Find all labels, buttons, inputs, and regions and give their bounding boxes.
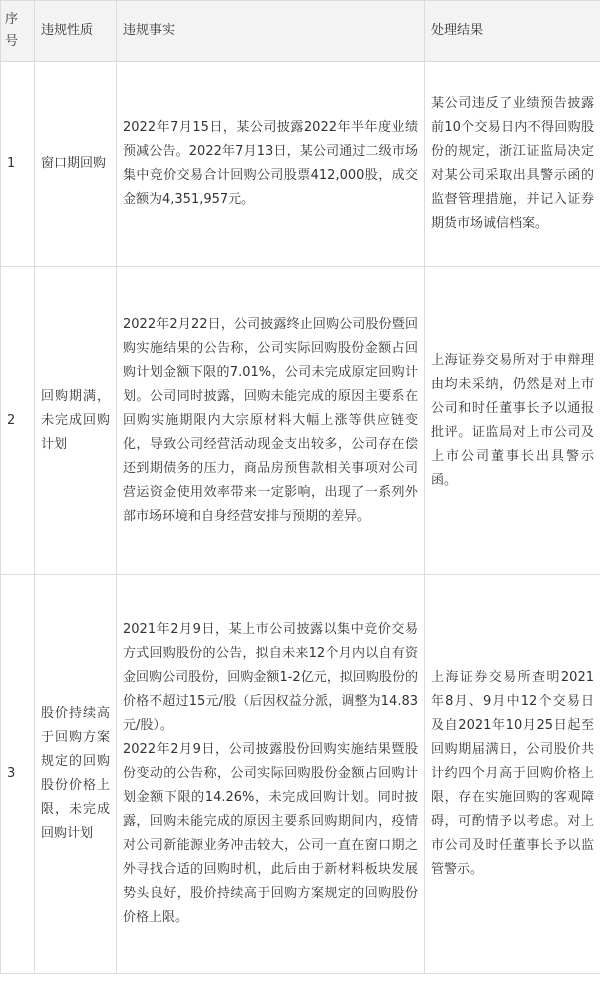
row-result: 上海证券交易所对于申辩理由均未采纳，仍然是对上市公司和时任董事长予以通报批评。证监局对上市公司及上市公司董事长出具警示函。 <box>425 267 600 575</box>
fact-paragraph: 2021年2月9日，某上市公司披露以集中竞价交易方式回购股份的公告，拟自未来12个月内以自有资金回购公司股份，回购金额1-2亿元，拟回购股份的价格不超过15元/股（后因权益分派，调整为14.83元/股）。 <box>123 622 418 733</box>
fact-paragraph: 2022年2月22日，公司披露终止回购公司股份暨回购实施结果的公告称，公司实际回购股份金额占回购计划金额下限的7.01%，公司未完成原定回购计划。公司同时披露，回购未能完成的原因主要系在回购实施期限内大宗原材料大幅上涨等供应链变化，导致公司经营活动现金支出较多，公司存在偿还到期债务的压力，商品房预售款相关事项对公司营运资金使用效率带来一定影响，出现了一系列外部市场环境和自身经营安排与预期的差异。 <box>123 316 418 524</box>
table-header-row <box>1 1 600 62</box>
header-result: 处理结果 <box>425 1 600 62</box>
row-index: 2 <box>1 267 35 575</box>
row-type: 股价持续高于回购方案规定的回购股份价格上限，未完成回购计划 <box>35 575 117 974</box>
table-row <box>1 267 600 575</box>
fact-paragraph: 2022年2月9日，公司披露股份回购实施结果暨股份变动的公告称，公司实际回购股份金额占回购计划金额下限的14.26%，未完成回购计划。同时披露，回购未能完成的原因主要系回购期间内，疫情对公司新能源业务冲击较大，公司一直在窗口期之外寻找合适的回购时机，此后由于新材料板块发展势头良好，股价持续高于回购方案规定的回购股份价格上限。 <box>123 742 418 925</box>
header-type: 违规性质 <box>35 1 117 62</box>
row-type: 回购期满，未完成回购计划 <box>35 267 117 575</box>
row-fact <box>117 62 425 267</box>
row-result: 上海证券交易所查明2021年8月、9月中12个交易日及自2021年10月25日起至回购期届满日，公司股价共计约四个月高于回购价格上限，存在实施回购的客观障碍，可酌情予以考虑。对上市公司及时任董事长予以监管警示。 <box>425 575 600 974</box>
header-fact: 违规事实 <box>117 1 425 62</box>
row-index: 1 <box>1 62 35 267</box>
table-row <box>1 575 600 974</box>
row-fact <box>117 267 425 575</box>
table-row <box>1 62 600 267</box>
row-index: 3 <box>1 575 35 974</box>
row-fact <box>117 575 425 974</box>
row-type: 窗口期回购 <box>35 62 117 267</box>
header-index: 序号 <box>1 1 35 62</box>
fact-paragraph: 2022年7月15日，某公司披露2022年半年度业绩预减公告。2022年7月13日，某公司通过二级市场集中竞价交易合计回购公司股票412,000股，成交金额为4,351,957元。 <box>123 120 418 207</box>
row-result: 某公司违反了业绩预告披露前10个交易日内不得回购股份的规定，浙江证监局决定对某公司采取出具警示函的监督管理措施，并记入证券期货市场诚信档案。 <box>425 62 600 267</box>
